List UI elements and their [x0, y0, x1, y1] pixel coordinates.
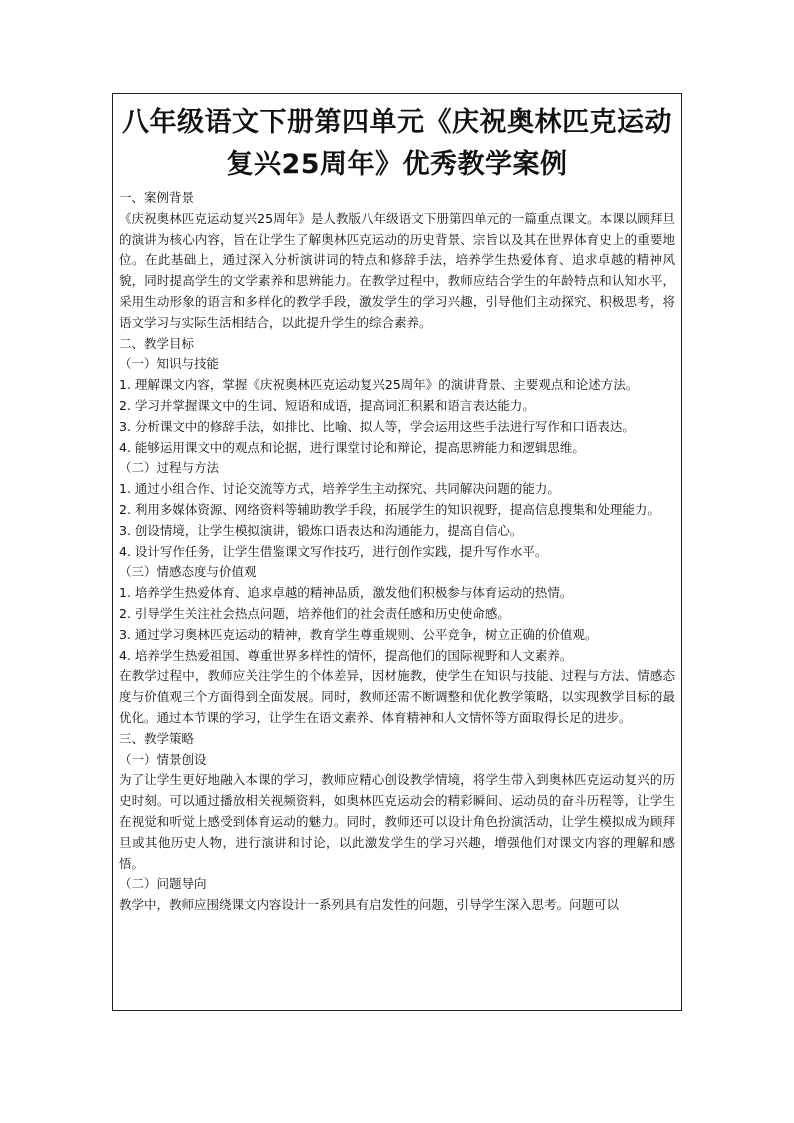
list-item: 2. 利用多媒体资源、网络资料等辅助教学手段，拓展学生的知识视野，提高信息搜集和处理能力。	[119, 501, 660, 517]
list-item: 1. 通过小组合作、讨论交流等方式，培养学生主动探究、共同解决问题的能力。	[119, 481, 560, 497]
list-item: 3. 分析课文中的修辞手法，如排比、比喻、拟人等，学会运用这些手法进行写作和口语表达。	[119, 418, 635, 434]
subsection-heading: （三）情感态度与价值观	[119, 564, 257, 580]
subsection-heading: （一）情景创设	[119, 751, 207, 767]
section-heading: 一、案例背景	[119, 190, 195, 205]
list-item: 1. 培养学生热爱体育、追求卓越的精神品质，激发他们积极参与体育运动的热情。	[119, 585, 573, 601]
subsection-heading: （二）问题导向	[119, 876, 207, 892]
document-title: 八年级语文下册第四单元《庆祝奥林匹克运动复兴25周年》优秀教学案例	[122, 107, 672, 180]
document-body	[113, 188, 681, 916]
list-item: 2. 引导学生关注社会热点问题，培养他们的社会责任感和历史使命感。	[119, 605, 510, 621]
subsection-heading: （二）过程与方法	[119, 460, 220, 476]
paragraph: 教学中，教师应围绕课文内容设计一系列具有启发性的问题，引导学生深入思考。问题可以	[119, 897, 620, 913]
section-heading: 三、教学策略	[119, 730, 195, 746]
list-item: 4. 设计写作任务，让学生借鉴课文写作技巧，进行创作实践，提升写作水平。	[119, 543, 548, 559]
paragraph: 在教学过程中，教师应关注学生的个体差异，因材施教，使学生在知识与技能、过程与方法、情感态度与价值观三个方面得到全面发展。同时，教师还需不断调整和优化教学策略，以实现教学目标的最优化。通过本节课的学习，让学生在语文素养、体育精神和人文情怀等方面取得长足的进步。	[119, 668, 675, 725]
list-item: 1. 理解课文内容，掌握《庆祝奥林匹克运动复兴25周年》的演讲背景、主要观点和论述方法。	[119, 377, 639, 393]
paragraph: 为了让学生更好地融入本课的学习，教师应精心创设教学情境，将学生带入到奥林匹克运动复兴的历史时刻。可以通过播放相关视频资料，如奥林匹克运动会的精彩瞬间、运动员的奋斗历程等，让学生在视觉和听觉上感受到体育运动的魅力。同时，教师还可以设计角色扮演活动，让学生模拟成为顾拜旦或其他历史人物，进行演讲和讨论，以此激发学生的学习兴趣，增强他们对课文内容的理解和感悟。	[119, 772, 675, 871]
list-item: 3. 通过学习奥林匹克运动的精神，教育学生尊重规则、公平竞争，树立正确的价值观。	[119, 626, 598, 642]
paragraph: 《庆祝奥林匹克运动复兴25周年》是人教版八年级语文下册第四单元的一篇重点课文。本课以顾拜旦的演讲为核心内容，旨在让学生了解奥林匹克运动的历史背景、宗旨以及其在世界体育史上的重要地位。在此基础上，通过深入分析演讲词的特点和修辞手法，培养学生热爱体育、追求卓越的精神风貌，同时提高学生的文学素养和思辨能力。在教学过程中，教师应结合学生的年龄特点和认知水平，采用生动形象的语言和多样化的教学手段，激发学生的学习兴趣，引导他们主动探究、积极思考，将语文学习与实际生活相结合，以此提升学生的综合素养。	[119, 210, 675, 330]
list-item: 2. 学习并掌握课文中的生词、短语和成语，提高词汇积累和语言表达能力。	[119, 397, 535, 413]
section-heading: 二、教学目标	[119, 335, 195, 351]
subsection-heading: （一）知识与技能	[119, 356, 220, 372]
list-item: 3. 创设情境，让学生模拟演讲，锻炼口语表达和沟通能力，提高自信心。	[119, 522, 523, 538]
list-item: 4. 培养学生热爱祖国、尊重世界多样性的情怀，提高他们的国际视野和人文素养。	[119, 647, 573, 663]
document-frame	[112, 93, 682, 1011]
list-item: 4. 能够运用课文中的观点和论据，进行课堂讨论和辩论，提高思辨能力和逻辑思维。	[119, 439, 585, 455]
